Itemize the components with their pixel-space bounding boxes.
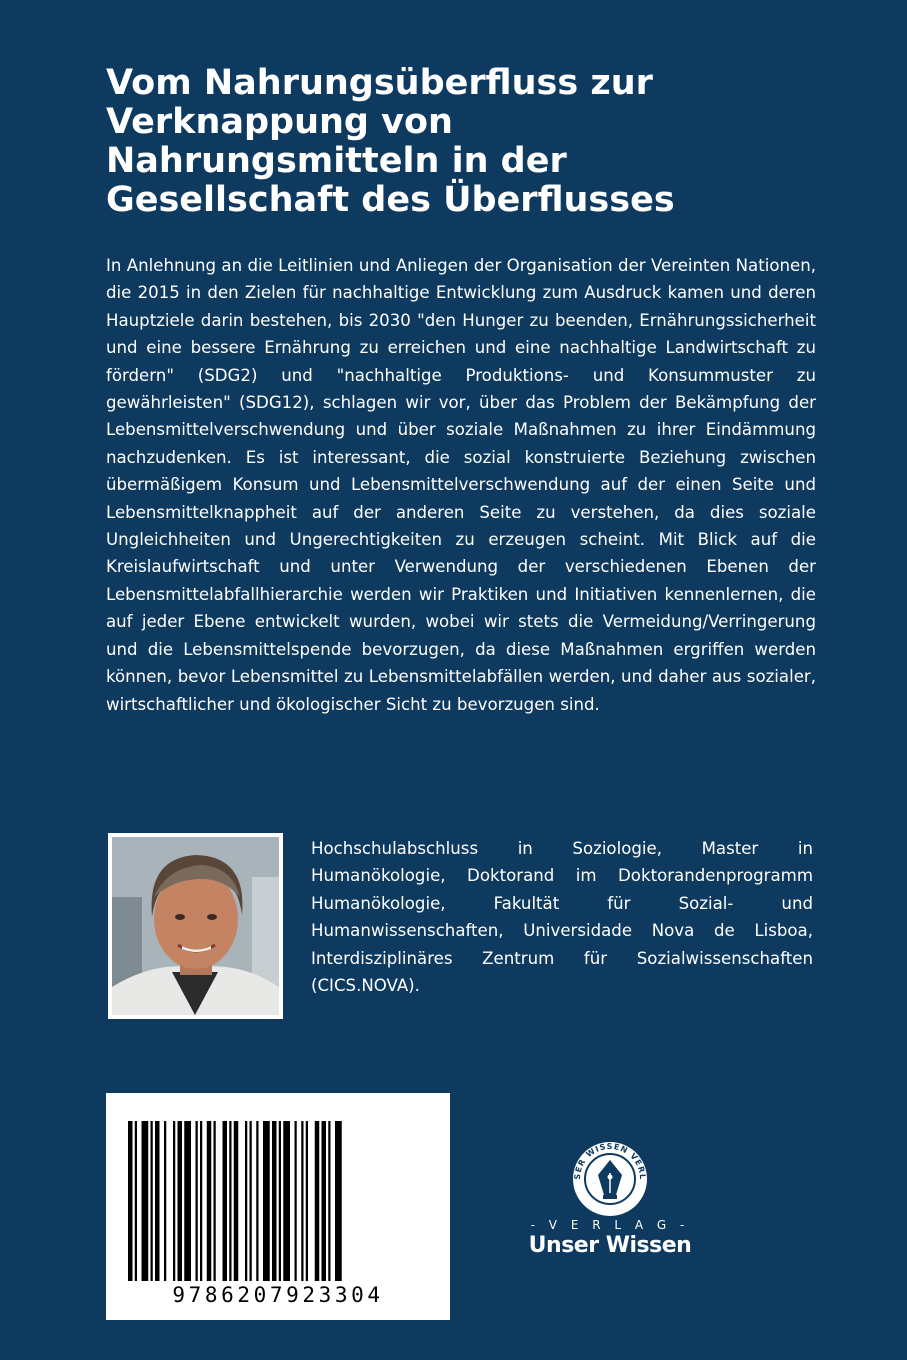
barcode-bar xyxy=(245,1121,247,1281)
barcode-bar xyxy=(196,1121,198,1281)
barcode-bar xyxy=(142,1121,149,1281)
publisher-ring-text: SER WISSEN VERL xyxy=(572,1141,648,1181)
publisher-name: Unser Wissen xyxy=(528,1233,692,1258)
book-blurb: In Anlehnung an die Leitlinien und Anliegen der Organisation der Vereinten Nationen, die 2015 in den Zielen für nachhaltige Entwicklung zum Ausdruck kamen und deren Hauptziele darin bestehen, bis 2030 "den Hunger zu beenden, Ernährungssicherheit und eine bessere Ernährung zu erreichen und eine nachhaltige Landwirtschaft zu fördern" (SDG2) und "nachhaltige Produktions- und Konsummuster zu gewährleisten" (SDG12), schlagen wir vor, über das Problem der Bekämpfung der Lebensmittelverschwendung und über soziale Maßnahmen zu ihrer Eindämmung nachzudenken. Es ist interessant, die sozial konstruierte Beziehung zwischen übermäßigem Konsum und Lebensmittelverschwendung auf der einen Seite und Lebensmittelknappheit auf der anderen Seite zu verstehen, da dies soziale Ungleichheiten und Ungerechtigkeiten zu erzeugen scheint. Mit Blick auf die Kreislaufwirtschaft und unter Verwendung der verschiedenen Ebenen der Lebensmittelabfallhierarchie werden wir Praktiken und Initiativen kennenlernen, die auf jeder Ebene entwickelt wurden, wobei wir stets die Vermeidung/Verringerung und die Lebensmittelspende bevorzugen, da diese Maßnahmen ergriffen werden können, bevor Lebensmittel zu Lebensmittelabfällen werden, und daher aus sozialer, wirtschaftlicher und ökologischer Sicht zu bevorzugen sind. xyxy=(106,256,816,714)
barcode-bar xyxy=(272,1121,277,1281)
barcode-bar xyxy=(279,1121,281,1281)
barcode-bar xyxy=(229,1121,231,1281)
barcode-bar xyxy=(301,1121,303,1281)
barcode-bar xyxy=(151,1121,153,1281)
title-line-2: Verknappung von xyxy=(106,102,453,142)
isbn-barcode xyxy=(106,1093,450,1320)
barcode-bar xyxy=(223,1121,228,1281)
author-photo xyxy=(108,833,283,1019)
barcode-bar xyxy=(335,1121,342,1281)
barcode-bar xyxy=(322,1121,327,1281)
title-line-3: Nahrungsmitteln in der xyxy=(106,141,567,181)
isbn-digits: 9786207923304 xyxy=(172,1283,384,1307)
barcode-bar xyxy=(306,1121,308,1281)
barcode-bar xyxy=(128,1121,133,1281)
barcode-bar xyxy=(184,1121,191,1281)
barcode-bar xyxy=(173,1121,175,1281)
barcode-icon xyxy=(106,1093,450,1288)
barcode-bar xyxy=(135,1121,137,1281)
author-bio: Hochschulabschluss in Soziologie, Master in Humanökologie, Doktorand im Doktorandenprogramm Humanökologie, Fakultät für Sozial- und Humanwissenschaften, Universidade Nova de Lisboa, Interdisziplinäres Zentrum für Sozialwissenschaften (CICS.NOVA). xyxy=(311,839,813,996)
barcode-bar xyxy=(256,1121,258,1281)
barcode-bar xyxy=(234,1121,239,1281)
publisher-logo-icon xyxy=(520,1135,700,1217)
barcode-bar xyxy=(283,1121,290,1281)
title-line-4: Gesellschaft des Überflusses xyxy=(106,180,675,220)
barcode-bar xyxy=(315,1121,320,1281)
publisher-sub-label: - V E R L A G - xyxy=(530,1218,690,1232)
author-portrait-icon xyxy=(112,837,279,1015)
book-title xyxy=(106,64,806,220)
barcode-bar xyxy=(295,1121,297,1281)
barcode-bar xyxy=(164,1121,166,1281)
barcode-bar xyxy=(250,1121,252,1281)
publisher-logo xyxy=(520,1135,700,1265)
title-line-1: Vom Nahrungsüberfluss zur xyxy=(106,63,653,103)
barcode-bar xyxy=(214,1121,216,1281)
barcode-bar xyxy=(200,1121,202,1281)
barcode-bar xyxy=(263,1121,270,1281)
barcode-bar xyxy=(328,1121,330,1281)
barcode-bar xyxy=(155,1121,160,1281)
barcode-bar xyxy=(207,1121,212,1281)
barcode-bar xyxy=(178,1121,183,1281)
